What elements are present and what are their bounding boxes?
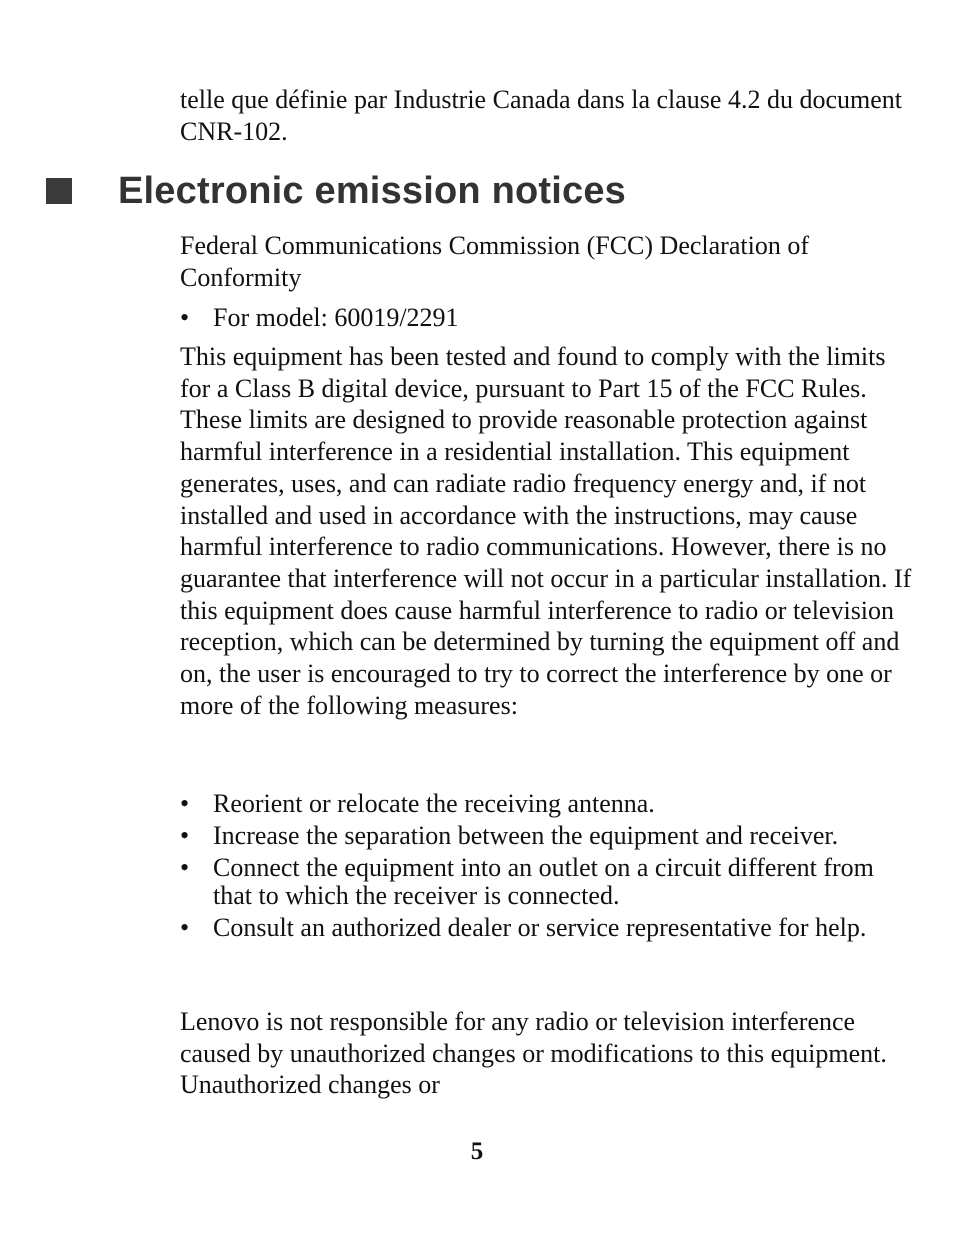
model-list — [180, 302, 910, 333]
list-item — [180, 790, 910, 818]
compliance-paragraph: This equipment has been tested and found to comply with the limits for a Class B digital device, pursuant to Part 15 of the FCC Rules. These limits are designed to provide reasonable protection against harmful interference in a residential installation. This equipment generates, uses, and can radiate radio frequency energy and, if not installed and used in accordance with the instructions, may cause harmful interference to radio communications. However, there is no guarantee that interference will not occur in a particular installation. If this equipment does cause harmful interference to radio or television reception, which can be determined by turning the equipment off and on, the user is encouraged to try to correct the interference by one or more of the following measures: — [180, 342, 912, 720]
closing-paragraph: Lenovo is not responsible for any radio or television interference caused by unauthorized changes or modifications to this equipment. Unauthorized changes or — [180, 1007, 887, 1100]
section-heading — [46, 166, 626, 216]
measure-text: Connect the equipment into an outlet on a circuit different from that to which the receiver is connected. — [213, 853, 874, 910]
list-item — [180, 302, 910, 333]
bullet-icon: • — [180, 913, 190, 942]
measure-text: Consult an authorized dealer or service representative for help. — [213, 913, 867, 942]
bullet-icon: • — [180, 789, 190, 818]
list-item — [180, 914, 910, 942]
measures-list — [180, 790, 910, 946]
measure-text: Increase the separation between the equipment and receiver. — [213, 821, 839, 850]
model-text: For model: 60019/2291 — [213, 303, 459, 332]
list-item — [180, 822, 910, 850]
fcc-declaration-title: Federal Communications Commission (FCC) Declaration of Conformity — [180, 231, 809, 292]
bullet-icon: • — [180, 853, 190, 882]
page-number: 5 — [470, 1138, 484, 1165]
intro-paragraph: telle que définie par Industrie Canada dans la clause 4.2 du document CNR-102. — [180, 85, 902, 146]
bullet-icon: • — [180, 303, 190, 332]
list-item — [180, 854, 910, 910]
filled-square-icon — [46, 178, 72, 204]
section-title: Electronic emission notices — [118, 169, 627, 212]
measure-text: Reorient or relocate the receiving antenna. — [213, 789, 655, 818]
bullet-icon: • — [180, 821, 190, 850]
